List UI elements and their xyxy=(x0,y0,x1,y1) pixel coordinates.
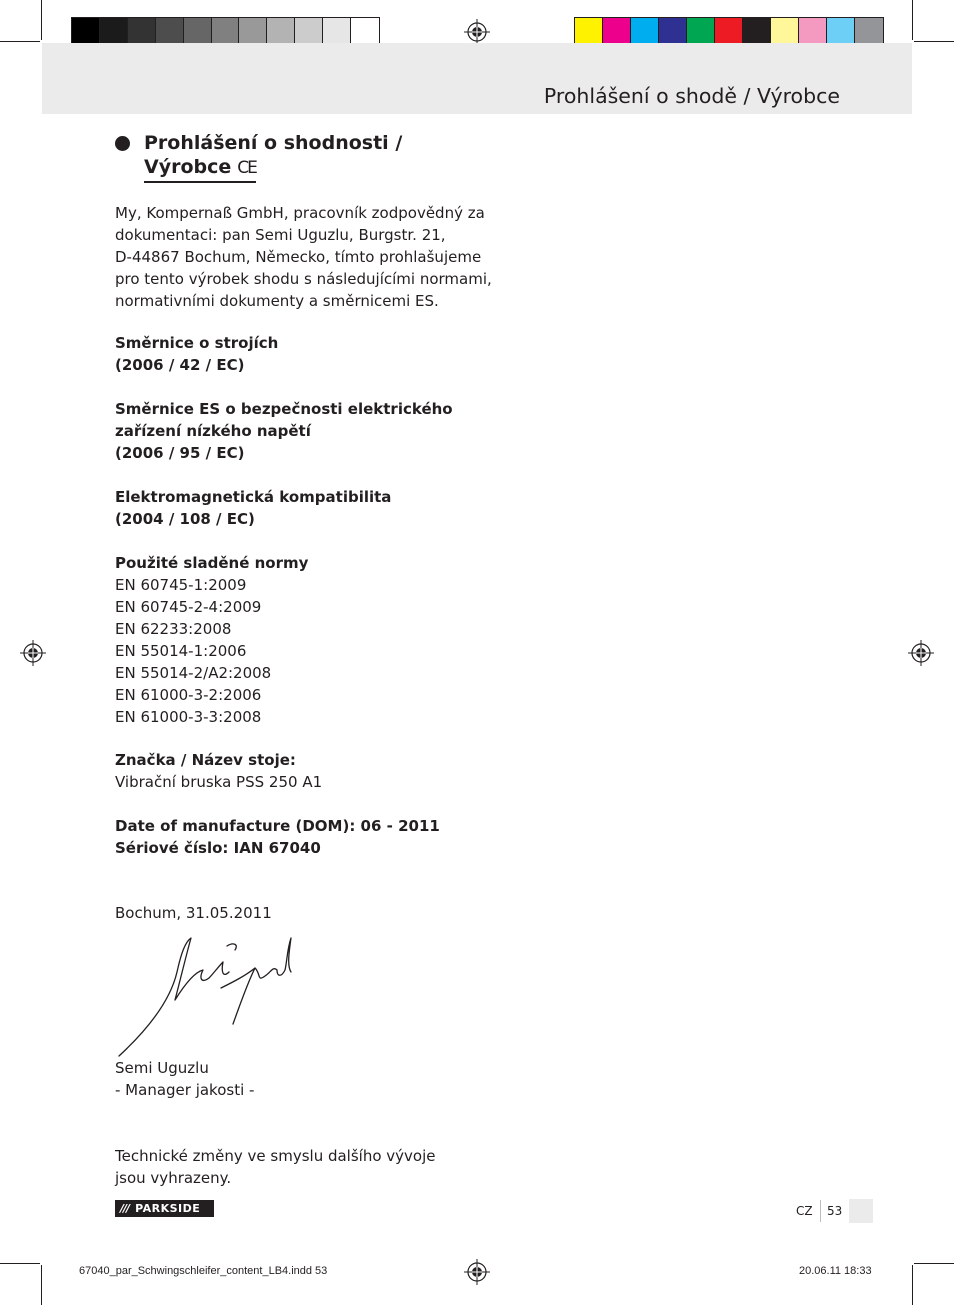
intro-line: My, Kompernaß GmbH, pracovník zodpovědný za xyxy=(115,204,485,222)
crop-mark xyxy=(912,1265,913,1305)
color-swatch xyxy=(743,18,771,46)
footer-note-line: jsou vyhrazeny. xyxy=(115,1169,232,1187)
standard-item: EN 60745-1:2009 xyxy=(115,576,247,594)
page-language: CZ xyxy=(796,1204,813,1218)
color-swatch xyxy=(267,18,295,46)
signature xyxy=(115,932,295,1060)
intro-line: pro tento výrobek shodu s následujícími normami, xyxy=(115,270,492,288)
place-date: Bochum, 31.05.2011 xyxy=(115,904,272,922)
serial-number: Sériové číslo: IAN 67040 xyxy=(115,839,321,857)
color-swatch xyxy=(323,18,351,46)
signatory xyxy=(115,1057,475,1101)
footer-note-line: Technické změny ve smyslu dalšího vývoje xyxy=(115,1147,436,1165)
color-swatch xyxy=(687,18,715,46)
section-heading-line: Prohlášení o shodnosti / xyxy=(144,132,403,154)
color-swatch xyxy=(72,18,100,46)
crop-mark xyxy=(912,0,913,40)
standard-item: EN 61000-3-2:2006 xyxy=(115,686,262,704)
directive-line: zařízení nízkého napětí xyxy=(115,422,311,440)
standard-item: EN 55014-1:2006 xyxy=(115,642,247,660)
intro-line: normativními dokumenty a směrnicemi ES. xyxy=(115,292,439,310)
ce-mark-icon: CE xyxy=(237,158,256,178)
section-heading-underlined xyxy=(144,155,256,183)
directive-line: (2006 / 95 / EC) xyxy=(115,444,245,462)
color-swatch xyxy=(128,18,156,46)
directive-machinery xyxy=(115,332,475,376)
color-swatch xyxy=(295,18,323,46)
standard-item: EN 60745-2-4:2009 xyxy=(115,598,262,616)
color-swatch xyxy=(771,18,799,46)
directive-line: Směrnice ES o bezpečnosti elektrického xyxy=(115,400,453,418)
manufacture-info xyxy=(115,815,475,859)
crop-mark xyxy=(0,41,40,42)
standard-item: EN 62233:2008 xyxy=(115,620,232,638)
footer-note xyxy=(115,1145,475,1189)
logo-text: PARKSIDE xyxy=(135,1202,201,1215)
intro-line: D-44867 Bochum, Německo, tímto prohlašujeme xyxy=(115,248,482,266)
page-title: Prohlášení o shodě / Výrobce xyxy=(543,84,840,108)
standard-item: EN 61000-3-3:2008 xyxy=(115,708,262,726)
color-swatch xyxy=(100,18,128,46)
color-swatch xyxy=(184,18,212,46)
parkside-logo xyxy=(115,1200,214,1217)
color-swatch xyxy=(575,18,603,46)
section-heading xyxy=(144,131,474,183)
color-swatch xyxy=(156,18,184,46)
page-tab xyxy=(849,1199,873,1223)
standard-item: EN 55014-2/A2:2008 xyxy=(115,664,272,682)
manufacture-date: Date of manufacture (DOM): 06 - 2011 xyxy=(115,817,440,835)
directive-line: (2006 / 42 / EC) xyxy=(115,356,245,374)
color-swatch xyxy=(239,18,267,46)
page-number: 53 xyxy=(827,1204,843,1218)
registration-mark-icon xyxy=(908,640,934,666)
standards-heading: Použité sladěné normy xyxy=(115,554,309,572)
directive-line: Směrnice o strojích xyxy=(115,334,279,352)
product-heading: Značka / Název stoje: xyxy=(115,751,296,769)
slug-datetime: 20.06.11 18:33 xyxy=(799,1265,872,1277)
color-swatch xyxy=(799,18,827,46)
crop-mark xyxy=(41,0,42,40)
color-swatch xyxy=(603,18,631,46)
color-swatch xyxy=(631,18,659,46)
color-swatch xyxy=(212,18,240,46)
bullet-icon xyxy=(115,136,130,151)
page-divider xyxy=(820,1200,821,1222)
directive-line: Elektromagnetická kompatibilita xyxy=(115,488,392,506)
color-swatch xyxy=(351,18,379,46)
signatory-role: - Manager jakosti - xyxy=(115,1081,255,1099)
crop-mark xyxy=(914,41,954,42)
color-swatch xyxy=(659,18,687,46)
product-info xyxy=(115,749,475,793)
signatory-name: Semi Uguzlu xyxy=(115,1059,209,1077)
crop-mark xyxy=(0,1263,40,1264)
standards-list xyxy=(115,552,475,728)
intro-line: dokumentaci: pan Semi Uguzlu, Burgstr. 21, xyxy=(115,226,446,244)
section-heading-line: Výrobce xyxy=(144,156,232,178)
logo-stripes: /// xyxy=(120,1202,130,1215)
color-swatch xyxy=(855,18,883,46)
product-name: Vibrační bruska PSS 250 A1 xyxy=(115,773,323,791)
slug-file: 67040_par_Schwingschleifer_content_LB4.indd 53 xyxy=(79,1265,328,1277)
crop-mark xyxy=(41,1265,42,1305)
registration-mark-icon xyxy=(20,640,46,666)
crop-mark xyxy=(914,1263,954,1264)
color-swatch xyxy=(715,18,743,46)
registration-mark-icon xyxy=(464,1259,490,1285)
color-swatch xyxy=(827,18,855,46)
directive-emc xyxy=(115,486,475,530)
registration-mark-icon xyxy=(464,19,490,45)
directive-low-voltage xyxy=(115,398,475,464)
directive-line: (2004 / 108 / EC) xyxy=(115,510,255,528)
intro-paragraph xyxy=(115,202,492,312)
